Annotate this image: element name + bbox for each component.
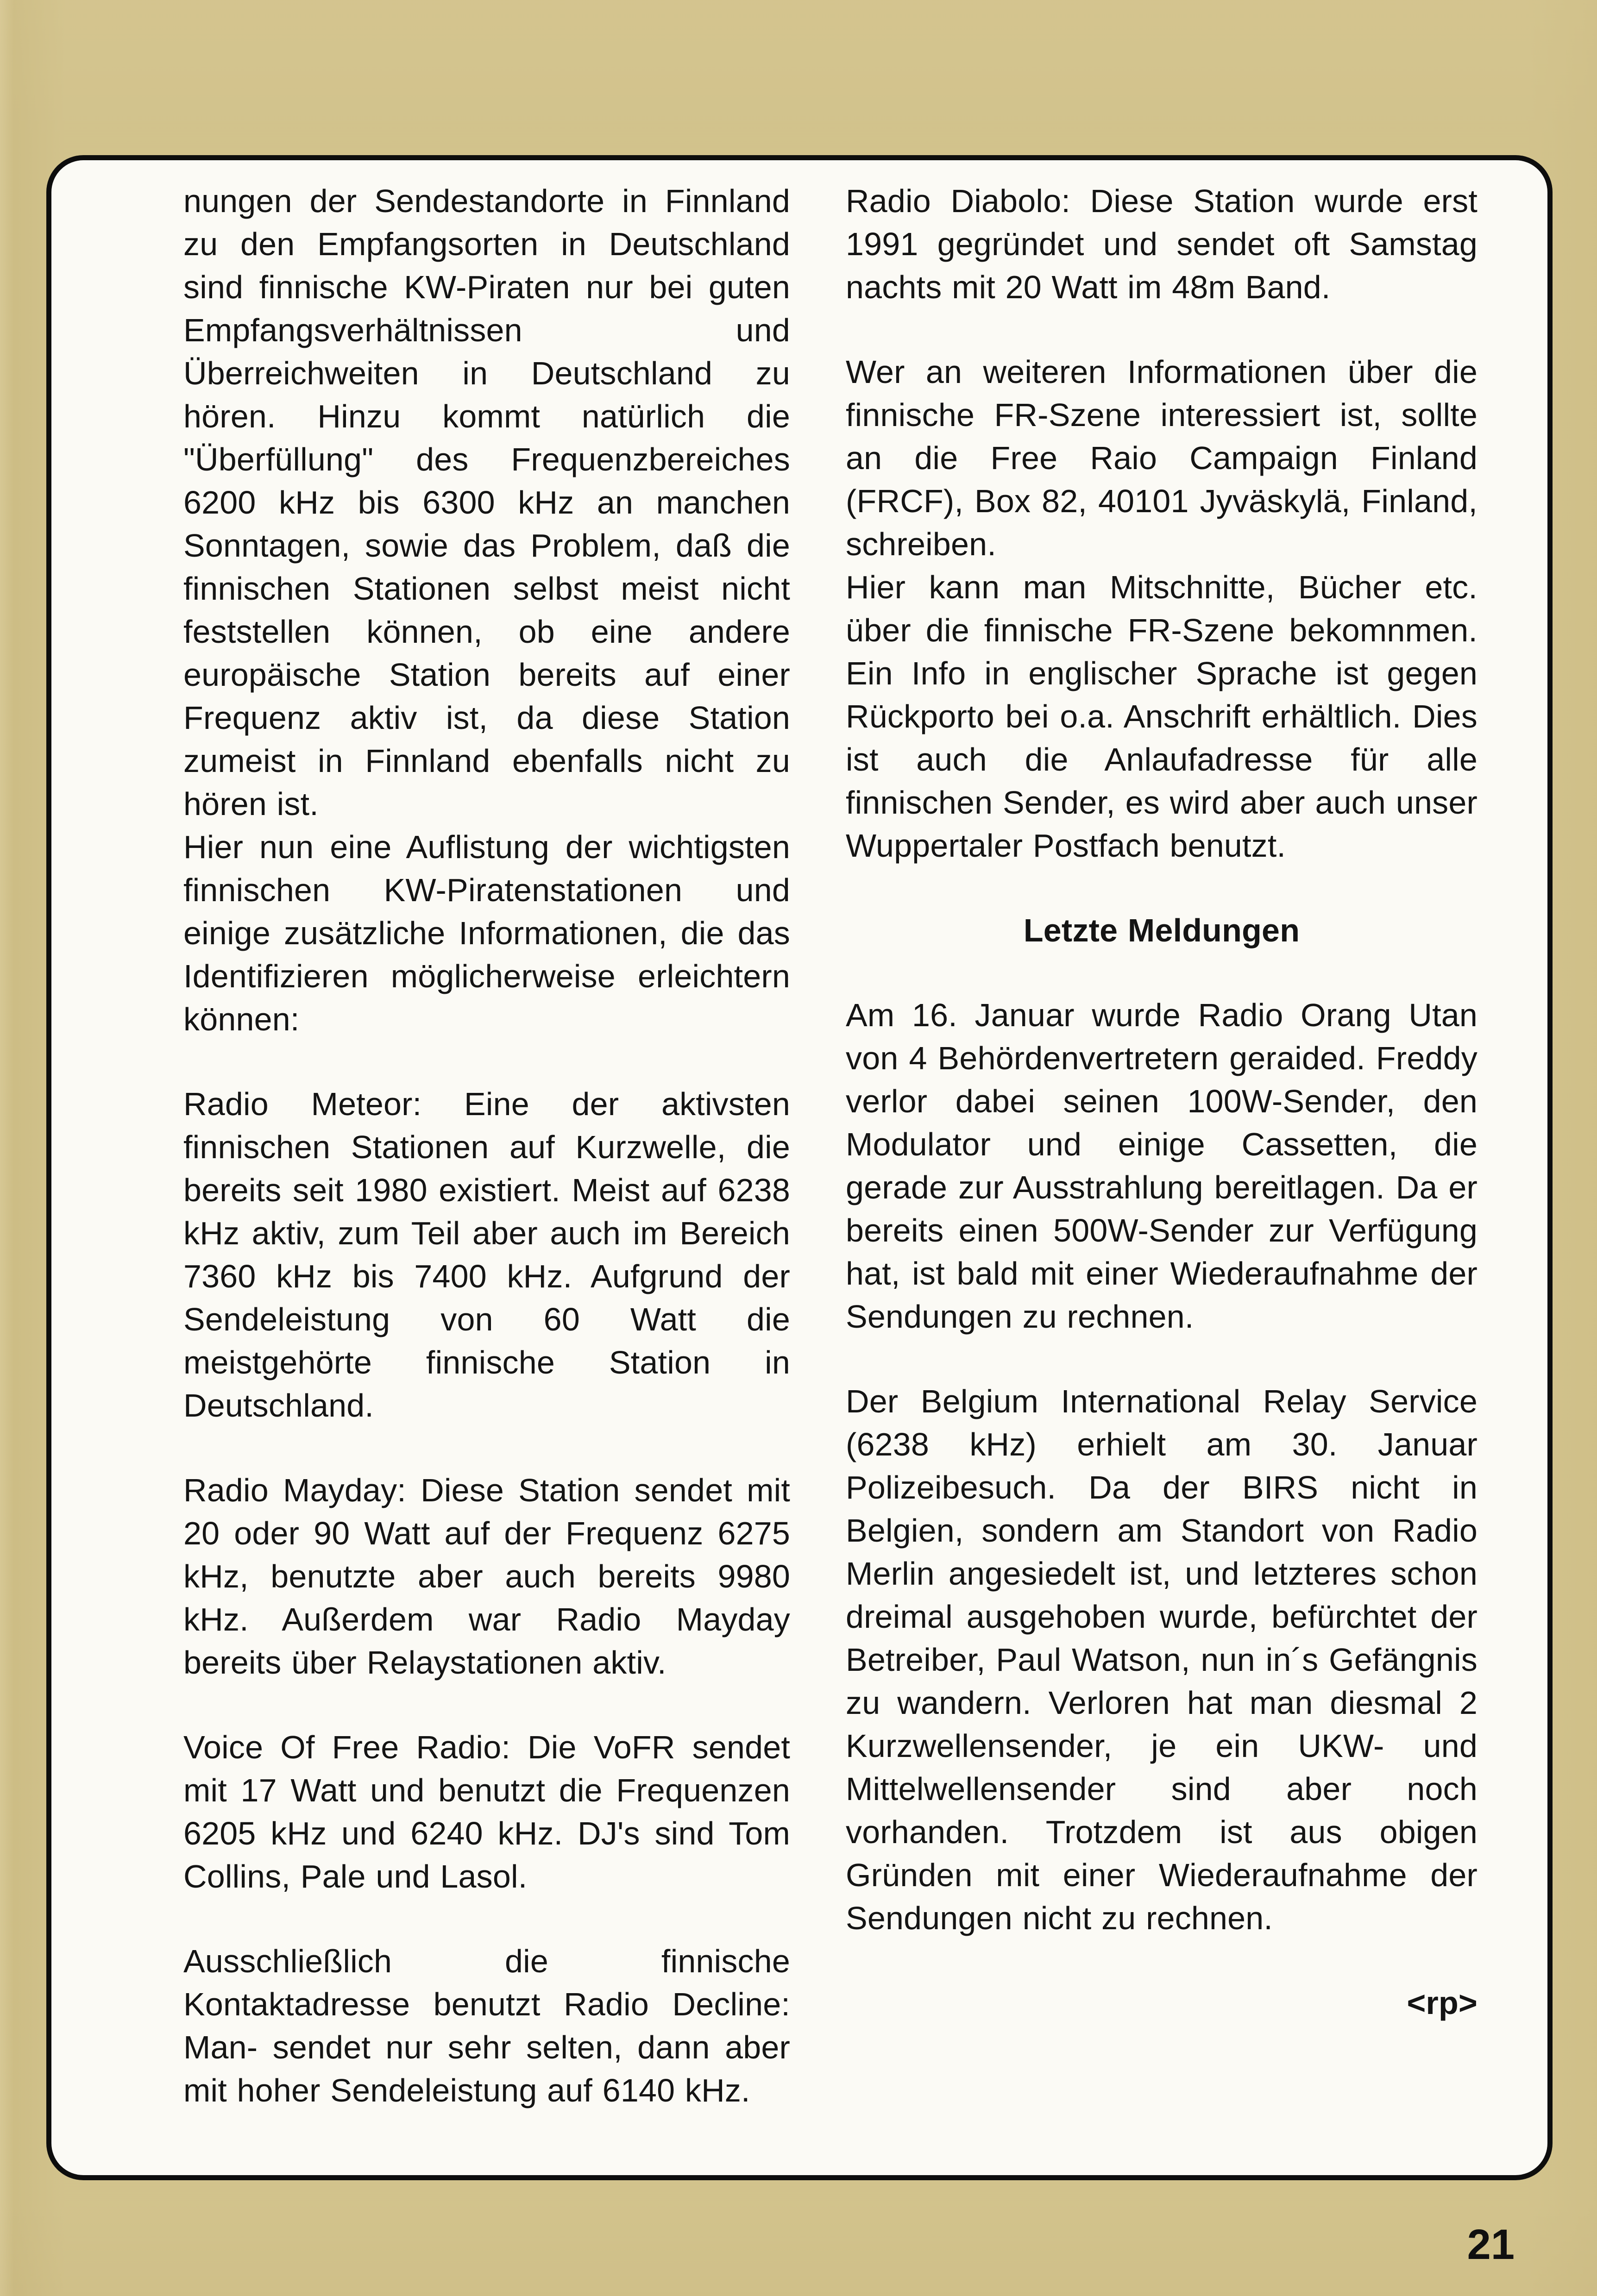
right-column [846,180,1478,2154]
body-paragraph: Wer an weiteren Informationen über die finnische FR-Szene interessiert ist, sollte an die Free Raio Campaign Finland (FRCF), Box 82, 40101 Jyväskylä, Finland, schreiben. [846,354,1478,562]
news-paragraph-birs: Der Belgium International Relay Service (6238 kHz) erhielt am 30. Januar Polizeibesuch. Da der BIRS nicht in Belgien, sondern am Standort von Radio Merlin angesiedelt ist, und letzteres schon dreimal ausgehoben wurde, befürchtet der Betreiber, Paul Watson, nun in´s Gefängnis zu wandern. Verloren hat man diesmal 2 Kurzwellensender, je ein UKW- und Mittelwellensender sind aber noch vorhanden. Trotzdem ist aus obigen Gründen mit einer Wiederaufnahme der Sendungen nicht zu rechnen. [846,1383,1478,1936]
editor-initials: <rp> [1407,1985,1478,2021]
station-paragraph-voice-of-free-radio: Voice Of Free Radio: Die VoFR sendet mit 17 Watt und benutzt die Frequenzen 6205 kHz und 6240 kHz. DJ's sind Tom Collins, Pale und Lasol. [183,1729,790,1895]
body-paragraph: Hier nun eine Auflistung der wichtigsten finnischen KW-Piratenstationen und einige zusätzliche Informationen, die das Identifizieren möglicherweise erleichtern können: [183,829,790,1037]
body-paragraph: nungen der Sendestandorte in Finnland zu den Empfangsorten in Deutschland sind finnische KW-Piraten nur bei guten Empfangsverhältnissen und Überreichweiten in Deutschland zu hören. Hinzu kommt natürlich die "Überfüllung" des Frequenzbereiches 6200 kHz bis 6300 kHz an manchen Sonntagen, sowie das Problem, daß die finnischen Stationen selbst meist nicht feststellen können, ob eine andere europäische Station bereits auf einer Frequenz aktiv ist, da diese Station zumeist in Finnland ebenfalls nicht zu hören ist. [183,183,790,822]
station-paragraph-radio-decline: Ausschließlich die finnische Kontaktadresse benutzt Radio Decline: Man- sendet nur sehr selten, dann aber mit hoher Sendeleistung auf 6140 kHz. [183,1943,790,2108]
section-heading-letzte-meldungen: Letzte Meldungen [1023,912,1300,948]
two-column-text-area [51,160,1547,2154]
page-number: 21 [1467,2221,1515,2268]
station-paragraph-radio-diabolo: Radio Diabolo: Diese Station wurde erst 1991 gegründet und sendet oft Samstag nachts mit 20 Watt im 48m Band. [846,183,1478,305]
content-frame [46,155,1553,2180]
left-column [183,180,790,2154]
body-paragraph: Hier kann man Mitschnitte, Bücher etc. über die finnische FR-Szene bekomnmen. Ein Info in englischer Sprache ist gegen Rückporto bei o.a. Anschrift erhältlich. Dies ist auch die Anlaufadresse für alle finnischen Sender, es wird aber auch unser Wuppertaler Postfach benutzt. [846,569,1478,864]
station-paragraph-radio-meteor: Radio Meteor: Eine der aktivsten finnischen Stationen auf Kurzwelle, die bereits seit 1980 existiert. Meist auf 6238 kHz aktiv, zum Teil aber auch im Bereich 7360 kHz bis 7400 kHz. Aufgrund der Sendeleistung von 60 Watt die meistgehörte finnische Station in Deutschland. [183,1086,790,1424]
news-paragraph-radio-orang-utan: Am 16. Januar wurde Radio Orang Utan von 4 Behördenvertretern geraided. Freddy verlor dabei seinen 100W-Sender, den Modulator und einige Cassetten, die gerade zur Ausstrahlung bereitlagen. Da er bereits einen 500W-Sender zur Verfügung hat, ist bald mit einer Wiederaufnahme der Sendungen zu rechnen. [846,997,1478,1335]
station-paragraph-radio-mayday: Radio Mayday: Diese Station sendet mit 20 oder 90 Watt auf der Frequenz 6275 kHz, benutzte aber auch bereits 9980 kHz. Außerdem war Radio Mayday bereits über Relaystationen aktiv. [183,1472,790,1681]
